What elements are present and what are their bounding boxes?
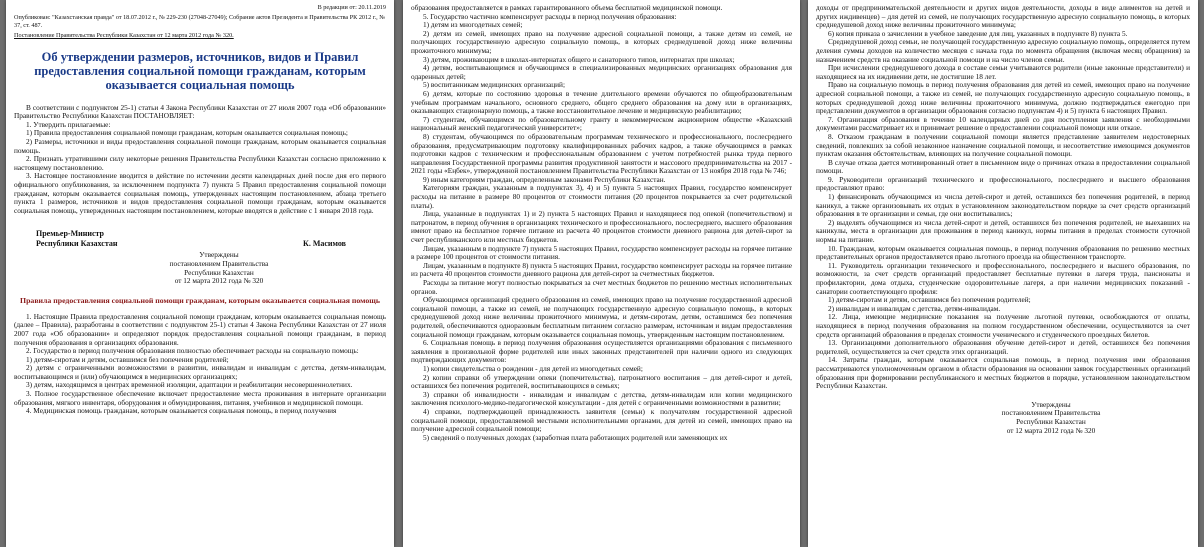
rule-paragraph: 2) детям с ограниченными возможностями в развитии, инвалидам и инвалидам с детства, детям-инвалидам, воспитывающимся и (или) обучающимся в медицинских организациях; (14, 363, 386, 381)
paragraph: образования предоставляется в рамках гарантированного объема бесплатной медицинской помощи. (411, 3, 723, 12)
paragraph: 1. Утвердить прилагаемые: (26, 119, 111, 129)
paragraph: 2. Признать утратившими силу некоторые решения Правительства Республики Казахстан согласно приложению к настоящему постановлению. (14, 154, 386, 172)
document-page-1 (6, 0, 394, 547)
paragraph: 10. Гражданам, которым оказывается социальная помощь, в период получения образования по решению местных представительных органов предоставляется право льготного проезда на общественном транспорте. (816, 243, 1190, 262)
approval-line: Утверждены (199, 250, 239, 260)
signer-role: Премьер-Министр (36, 229, 104, 239)
paragraph: 1) Правила предоставления социальной помощи гражданам, которым оказывается социальная помощь; (26, 128, 348, 138)
paragraph: 1) финансировать обучающимся из числа детей-сирот и детей, оставшихся без попечения родителей, в период каникул, а также организовывать их отдых в установленном законодательством порядке за счет средств организаций образования в те организации и семьи, где они воспитывались; (816, 192, 1190, 219)
approval-stamp (976, 401, 1126, 435)
paragraph: 6. Социальная помощь в период получения образования осуществляется организациями образования с письменного заявления в произвольной форме родителей или иных законных представителей при наличии одного из следующих подтверждающих документов: (411, 338, 792, 365)
edition-note: В редакции от: 20.11.2019 (317, 4, 386, 11)
approval-line: Республики Казахстан (184, 267, 254, 277)
paragraph: 4) справки, подтверждающей принадлежность заявителя (семьи) к получателям государственной адресной социальной помощи, предоставляемой местными исполнительными органами, для детей из семей, имеющих право на получение адресной социальной помощи; (411, 406, 792, 434)
decree-reference: Постановление Правительства Республики Казахстан от 12 марта 2012 года № 320. (14, 32, 234, 40)
paragraph: 5. Государство частично компенсирует расходы в период получения образования: (423, 11, 677, 21)
approval-stamp (144, 251, 294, 285)
paragraph: 2) выделять обучающимся из числа детей-сирот и детей, оставшихся без попечения родителей, не выехавших на каникулы, места в организации для проживания в период каникул, нормы питания в пределах стоимости суточной нормы на питание. (816, 217, 1190, 245)
paragraph: 14. Затраты граждан, которым оказывается социальная помощь, в период получения ими образования рассматриваются уполномоченным органом в области образования на основании заявок государственных организаций образования при формировании республиканского и местных бюджетов в порядке, установленном законодательством Республики Казахстан. (816, 355, 1190, 391)
paragraph: При исчислении среднедушевого дохода в составе семьи учитываются родители (иные законные представители) и находящиеся на их иждивении дети, не достигшие 18 лет. (816, 63, 1190, 81)
paragraph: 13. Организациями дополнительного образования обучение детей-сирот и детей, оставшихся без попечения родителей, осуществляется за счет средств этих организаций. (816, 338, 1190, 356)
paragraph: 6) детям, которые по состоянию здоровья в течение длительного времени обучаются по общеобразовательным учебным программам начального, основного среднего, общего среднего образования на дому или в организациях, оказывающих стационарную помощь, а также восстановительное лечение и медицинскую реабилитацию; (411, 88, 792, 116)
paragraph: 6) копия приказа о зачислении в учебное заведение для лиц, указанных в подпункте 8) пункта 5. (828, 28, 1128, 38)
paragraph: 3) справки об инвалидности - инвалидам и инвалидам с детства, детям-инвалидам или копии медицинского заключения психолого-медико-педагогической консультации - для детей с ограниченными возможностями в развитии; (411, 389, 792, 408)
paragraph: 2) детям из семей, имеющих право на получение адресной социальной помощи, а также детям из семей, не получающих государственную адресную социальную помощь, в которых среднедушевой доход ниже величины прожиточного минимума; (411, 28, 792, 55)
signer-country: Республики Казахстан (36, 238, 118, 248)
paragraph: 4) детям, воспитывающимся и обучающимся в специализированных медицинских организациях образования для одаренных детей; (411, 63, 792, 81)
rule-paragraph: 3. Полное государственное обеспечение включает предоставление места проживания в интернате организации образования, мягкого инвентаря, оборудования и обмундирования, питания, учебников и медицинской помощи. (14, 389, 386, 407)
paragraph: Право на социальную помощь в период получения образования для детей из семей, имеющих право на получение адресной социальной помощи, а также из семей, не получающих государственную адресную социальную помощь, в которых среднедушевой доход ниже величины прожиточного минимума, должно подтверждаться ежегодно при представлении документов в организации образования согласно подпунктам 4) и 5) пункта 6 настоящих Правил. (816, 80, 1190, 116)
paragraph: 3) детям, проживающим в школах-интернатах общего и санаторного типов, интернатах при школах; (423, 54, 735, 64)
rules-title: Правила предоставления социальной помощи гражданам, которым оказывается социальная помощь (20, 295, 380, 305)
paragraph: Лицам, указанным в подпункте 7) пункта 5 настоящих Правил, государство компенсирует расходы на горячее питание в размере 100 процентов от стоимости питания. (411, 243, 792, 262)
rule-paragraph: 3) детям, находящимся в центрах временной изоляции, адаптации и реабилитации несовершеннолетних. (26, 380, 353, 390)
paragraph: 2) Размеры, источники и виды предоставления социальной помощи гражданам, которым оказывается социальная помощь. (14, 137, 386, 155)
approval-line: постановлением Правительства (1001, 408, 1101, 418)
paragraph: 3. Настоящее постановление вводится в действие по истечении десяти календарных дней после дня его первого официального опубликования, за исключением подпункта 7) пункта 5 Правил предоставления социальной помощи гражданам, которым оказывается социальная помощь, утвержденных настоящим постановлением, абзаца третьего пункта 1 размеров, источников и видов предоставления социальной помощи гражданам, которым оказывается социальная помощь, утвержденных настоящим постановлением, которые вводятся в действие с 1 января 2018 года. (14, 171, 386, 215)
signature-block (36, 229, 386, 248)
paragraph: Среднедушевой доход семьи, не получающей государственную адресную социальную помощь, определяется путем деления суммы доходов на количество месяцев с начала года по момента обращения (включая месяц обращения) за назначением средств на оказание социальной помощи и на число членов семьи. (816, 37, 1190, 64)
approval-line: от 12 марта 2012 года № 320 (1006, 425, 1096, 435)
paragraph: 2) копии справки об утверждении опеки (попечительства), патронатного воспитания – для детей-сирот и детей, оставшихся без попечения родителей, воспитывающихся в семьях; (411, 372, 792, 391)
paragraph: В случае отказа дается мотивированный ответ в письменном виде о причинах отказа в предоставлении социальной помощи. (816, 157, 1190, 176)
document-title: Об утверждении размеров, источников, видов и Правил предоставления социальной помощи гражданам, которым оказывается социальная помощь (34, 49, 366, 92)
paragraph: доходы от предпринимательской деятельности и других видов деятельности, доходы в виде алиментов на детей и других иждивенцев) – для детей из семей, не получающих государственную адресную социальную помощь, в которых среднедушевой доход ниже величины прожиточного минимума; (816, 3, 1190, 30)
approval-line: Республики Казахстан (1016, 416, 1086, 426)
approval-line: от 12 марта 2012 года № 320 (174, 276, 264, 286)
preamble: В соответствии с подпунктом 25-1) статьи 4 Закона Республики Казахстан от 27 июля 2007 года «Об образовании» Правительство Республики Казахстан ПОСТАНОВЛЯЕТ: (14, 102, 386, 121)
paragraph: 11. Руководитель организации технического и профессионального, послесреднего и высшего образования, по возможности, за счет средств организаций предоставляет бесплатные путевки в лагеря труда, пансионаты и профилактории, дома отдыха, студенческие оздоровительные лагеря, а при наличии медицинских показаний - санатории соответствующего профиля: (816, 260, 1190, 296)
approval-line: Утверждены (1031, 399, 1071, 409)
rule-paragraph: 4. Медицинская помощь гражданам, которым оказывается социальная помощь, в период получения (26, 406, 337, 416)
approval-line: постановлением Правительства (169, 258, 269, 268)
paragraph: 9) иным категориям граждан, определенным законами Республики Казахстан. (423, 174, 666, 184)
paragraph: 5) воспитанникам медицинских организаций; (423, 80, 565, 90)
signer-name: К. Масимов (303, 238, 346, 248)
paragraph: 1) детям из многодетных семей; (423, 20, 523, 30)
paragraph: Лицам, указанным в подпункте 8) пункта 5 настоящих Правил, государство компенсирует расходы на горячее питание из расчета 40 процентов стоимости дневного рациона для детей-сирот за счетместных бюджетов. (411, 260, 792, 279)
rule-paragraph: 1. Настоящие Правила предоставления социальной помощи гражданам, которым оказывается социальная помощь (далее – Правила), разработаны в соответствии с подпунктом 25-1) статьи 4 Закона Республики Казахстан от 27 июля 2007 года «Об образовании» и определяют порядок предоставления социальной помощи гражданам, в период получения образования в организациях образования. (14, 311, 386, 347)
publication-info: Опубликован: "Казахстанская правда" от 18.07.2012 г., № 229-230 (27048-27049); Собрание актов Президента и Правительства РК 2012 г., № 37, ст. 487. (14, 14, 386, 29)
rule-paragraph: 2. Государство в период получения образования полностью обеспечивает расходы на социальную помощь: (26, 346, 359, 356)
paragraph: 9. Руководители организаций технического и профессионального, послесреднего и высшего образования предоставляют право: (816, 174, 1190, 193)
paragraph: 12. Лица, имеющие медицинские показания на получение льготной путевки, освобождаются от оплаты, находящиеся в период получения образования на полном государственном обеспечении, осуществляются за счет средств организаций образования в пределах стоимости ученического и студенческого проездных билетов. (816, 312, 1190, 339)
paragraph: Расходы за питание могут полностью покрываться за счет местных бюджетов по решению местных исполнительных органов. (411, 278, 792, 296)
document-page-2 (403, 0, 800, 547)
paragraph: 7. Организация образования в течение 10 календарных дней со дня поступления заявления с необходимыми документами рассматривает их и принимает решение о предоставлении социальной помощи или отказе. (816, 114, 1190, 133)
paragraph: Обучающимся организаций среднего образования из семей, имеющих право на получение государственной адресной социальной помощи, а также из семей, не получающих государственную адресную социальную помощь, в которых среднедушевой доход ниже величины прожиточного минимума, и детям-сиротам, детям, оставшимся без попечения родителей, обеспечиваются одноразовым бесплатным питанием согласно размерам, источникам и видам предоставления социальной помощи гражданам, которым оказывается социальная помощь, утвержденным настоящим постановлением. (411, 295, 792, 339)
rule-paragraph: 1) детям-сиротам и детям, оставшимся без попечения родителей; (26, 354, 229, 364)
paragraph: 5) сведений о полученных доходах (заработная плата работающих родителей или заменяющих их (423, 432, 728, 442)
paragraph: 8) студентам, обучающимся по образовательным программам технического и профессионального, послесреднего образования, предусматривающим подготовку квалифицированных рабочих кадров, а также обучающимся в рамках подготовки кадров с техническим и профессиональным образованием с учетом потребностей рынка труда первого направления Государственной программы развития продуктивной занятости и массового предпринимательства на 2017 - 2021 годы «Еңбек», утвержденной постановлением Правительства Республики Казахстан от 13 ноября 2018 года № 746; (411, 131, 792, 176)
paragraph: Лица, указанные в подпунктах 1) и 2) пункта 5 настоящих Правил и находящиеся под опекой (попечительством) и патронатом, в период обучения в организациях технического и профессионального, послесреднего, высшего образования имеют право на бесплатное горячее питание из расчета 40 процентов стоимости дневного рациона для детей-сирот за счет республиканского или местных бюджетов. (411, 209, 792, 245)
document-page-3 (808, 0, 1198, 547)
paragraph: 1) детям-сиротам и детям, оставшимся без попечения родителей; (828, 295, 1031, 305)
paragraph: 7) студентам, обучающимся по образовательному гранту в некоммерческом акционерном обществе «Казахский национальный женский педагогический университет»; (411, 114, 792, 133)
paragraph: 8. Отказом гражданам в получении социальной помощи является представление заявителем недостоверных сведений, повлекших за собой незаконное назначение социальной помощи, и несоответствие имеющимся документов пунктам оказания обстоятельствам, влияющих на получение социальной помощи. (816, 131, 1190, 159)
paragraph: 2) инвалидам и инвалидам с детства, детям-инвалидам. (828, 303, 1001, 313)
paragraph: Категориям граждан, указанным в подпунктах 3), 4) и 5) пункта 5 настоящих Правил, государство компенсирует расходы на питание в размере 80 процентов от стоимости питания (20 процентов покрывается за счет родительской платы). (411, 183, 792, 210)
paragraph: 1) копии свидетельства о рождении - для детей из многодетных семей; (423, 363, 643, 373)
